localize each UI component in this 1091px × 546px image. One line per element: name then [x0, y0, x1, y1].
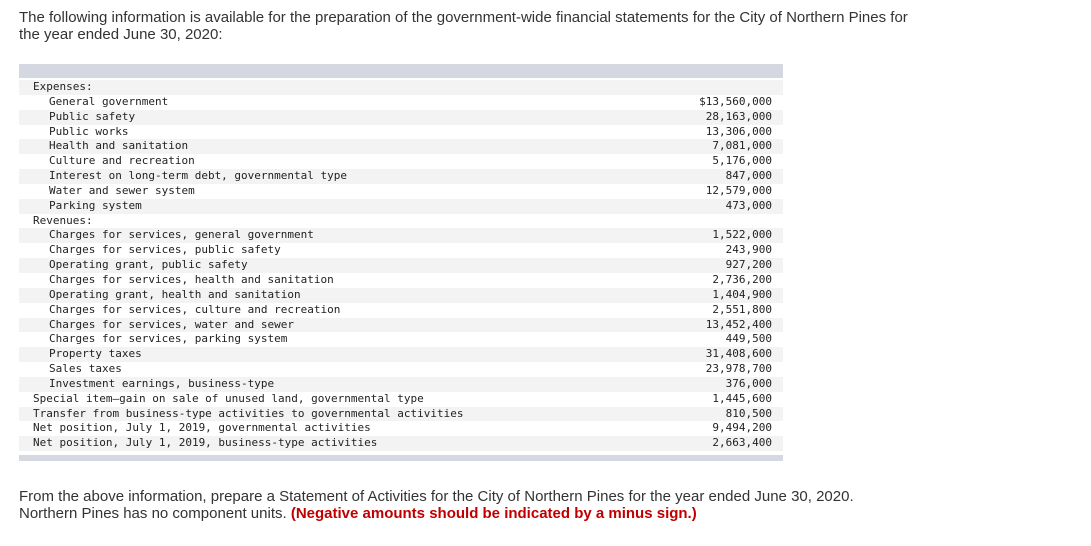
- row-label: Sales taxes: [49, 362, 122, 376]
- row-amount: 13,306,000: [705, 124, 772, 138]
- table-row: [19, 154, 783, 169]
- row-amount: 1,522,000: [712, 228, 772, 242]
- row-label: Investment earnings, business-type: [49, 376, 275, 390]
- table-row: [19, 332, 783, 347]
- row-amount: 2,736,200: [712, 272, 772, 286]
- instructions-text: Northern Pines has no component units.: [19, 505, 291, 522]
- row-label: Water and sewer system: [49, 183, 195, 197]
- row-label: Culture and recreation: [49, 154, 195, 168]
- row-amount: 847,000: [725, 169, 772, 183]
- row-label: Charges for services, parking system: [49, 332, 288, 346]
- row-amount: 23,978,700: [705, 362, 772, 376]
- row-amount: 1,404,900: [712, 287, 772, 301]
- row-label: Charges for services, general government: [49, 228, 314, 242]
- row-amount: 12,579,000: [705, 183, 772, 197]
- row-label: Charges for services, water and sewer: [49, 317, 295, 331]
- row-amount: 9,494,200: [712, 421, 772, 435]
- table-row: [19, 80, 783, 95]
- table-row: [19, 347, 783, 362]
- row-label: Public works: [49, 124, 129, 138]
- row-label: Charges for services, health and sanitation: [49, 272, 334, 286]
- row-label: Operating grant, health and sanitation: [49, 287, 301, 301]
- instructions-paragraph: [19, 488, 1069, 522]
- row-amount: 2,551,800: [712, 302, 772, 316]
- row-label: Interest on long-term debt, governmental type: [49, 169, 348, 183]
- row-amount: 810,500: [725, 406, 772, 420]
- table-row: [19, 421, 783, 436]
- table-row: [19, 273, 783, 288]
- row-amount: 449,500: [725, 332, 772, 346]
- row-label: Parking system: [49, 198, 142, 212]
- row-label: Charges for services, culture and recreation: [49, 302, 341, 316]
- table-row: [19, 214, 783, 229]
- row-amount: 927,200: [725, 258, 772, 272]
- table-row: [19, 95, 783, 110]
- table-row: [19, 184, 783, 199]
- intro-line-1: The following information is available for the preparation of the government-wide financial statements for the City of Northern Pines for: [19, 9, 908, 26]
- table-row: [19, 228, 783, 243]
- row-amount: 13,452,400: [705, 317, 772, 331]
- table-row: [19, 125, 783, 140]
- row-amount: 473,000: [725, 198, 772, 212]
- table-row: [19, 258, 783, 273]
- row-label: General government: [49, 94, 169, 108]
- row-label: Net position, July 1, 2019, governmental activities: [33, 421, 371, 435]
- table-row: [19, 436, 783, 451]
- intro-paragraph: [19, 9, 1019, 43]
- row-label: Charges for services, public safety: [49, 243, 281, 257]
- row-amount: 2,663,400: [712, 436, 772, 450]
- table-row: [19, 288, 783, 303]
- table-row: [19, 303, 783, 318]
- table-row: [19, 377, 783, 392]
- table-header-bar: [19, 64, 783, 78]
- row-amount: 243,900: [725, 243, 772, 257]
- row-amount: 5,176,000: [712, 154, 772, 168]
- table-row: [19, 407, 783, 422]
- row-label: Public safety: [49, 109, 136, 123]
- table-row: [19, 110, 783, 125]
- row-label: Net position, July 1, 2019, business-type activities: [33, 436, 378, 450]
- table-row: [19, 199, 783, 214]
- negative-amounts-note: (Negative amounts should be indicated by a minus sign.): [290, 505, 697, 522]
- row-amount: 1,445,600: [712, 391, 772, 405]
- table-row: [19, 392, 783, 407]
- row-amount: 28,163,000: [705, 109, 772, 123]
- section-heading: Expenses:: [33, 80, 93, 93]
- row-label: Health and sanitation: [49, 139, 189, 153]
- table-row: [19, 169, 783, 184]
- row-amount: 7,081,000: [712, 139, 772, 153]
- table-row: [19, 362, 783, 377]
- row-label: Special item–gain on sale of unused land, governmental type: [33, 391, 424, 405]
- row-label: Transfer from business-type activities to governmental activities: [33, 406, 464, 420]
- row-amount: $13,560,000: [699, 94, 772, 108]
- intro-line-2: the year ended June 30, 2020:: [19, 26, 223, 43]
- table-row: [19, 243, 783, 258]
- section-heading: Revenues:: [33, 213, 93, 227]
- table-footer-bar: [19, 455, 783, 461]
- row-label: Property taxes: [49, 347, 142, 361]
- financial-data-table: [19, 64, 783, 461]
- row-amount: 376,000: [725, 376, 772, 390]
- table-row: [19, 318, 783, 333]
- instructions-line-1: From the above information, prepare a Statement of Activities for the City of Northern Pines for the year ended June 30, 2020.: [19, 488, 854, 505]
- row-amount: 31,408,600: [705, 347, 772, 361]
- table-row: [19, 139, 783, 154]
- table-body: [19, 78, 783, 451]
- instructions-line-2: [19, 505, 1069, 522]
- row-label: Operating grant, public safety: [49, 258, 248, 272]
